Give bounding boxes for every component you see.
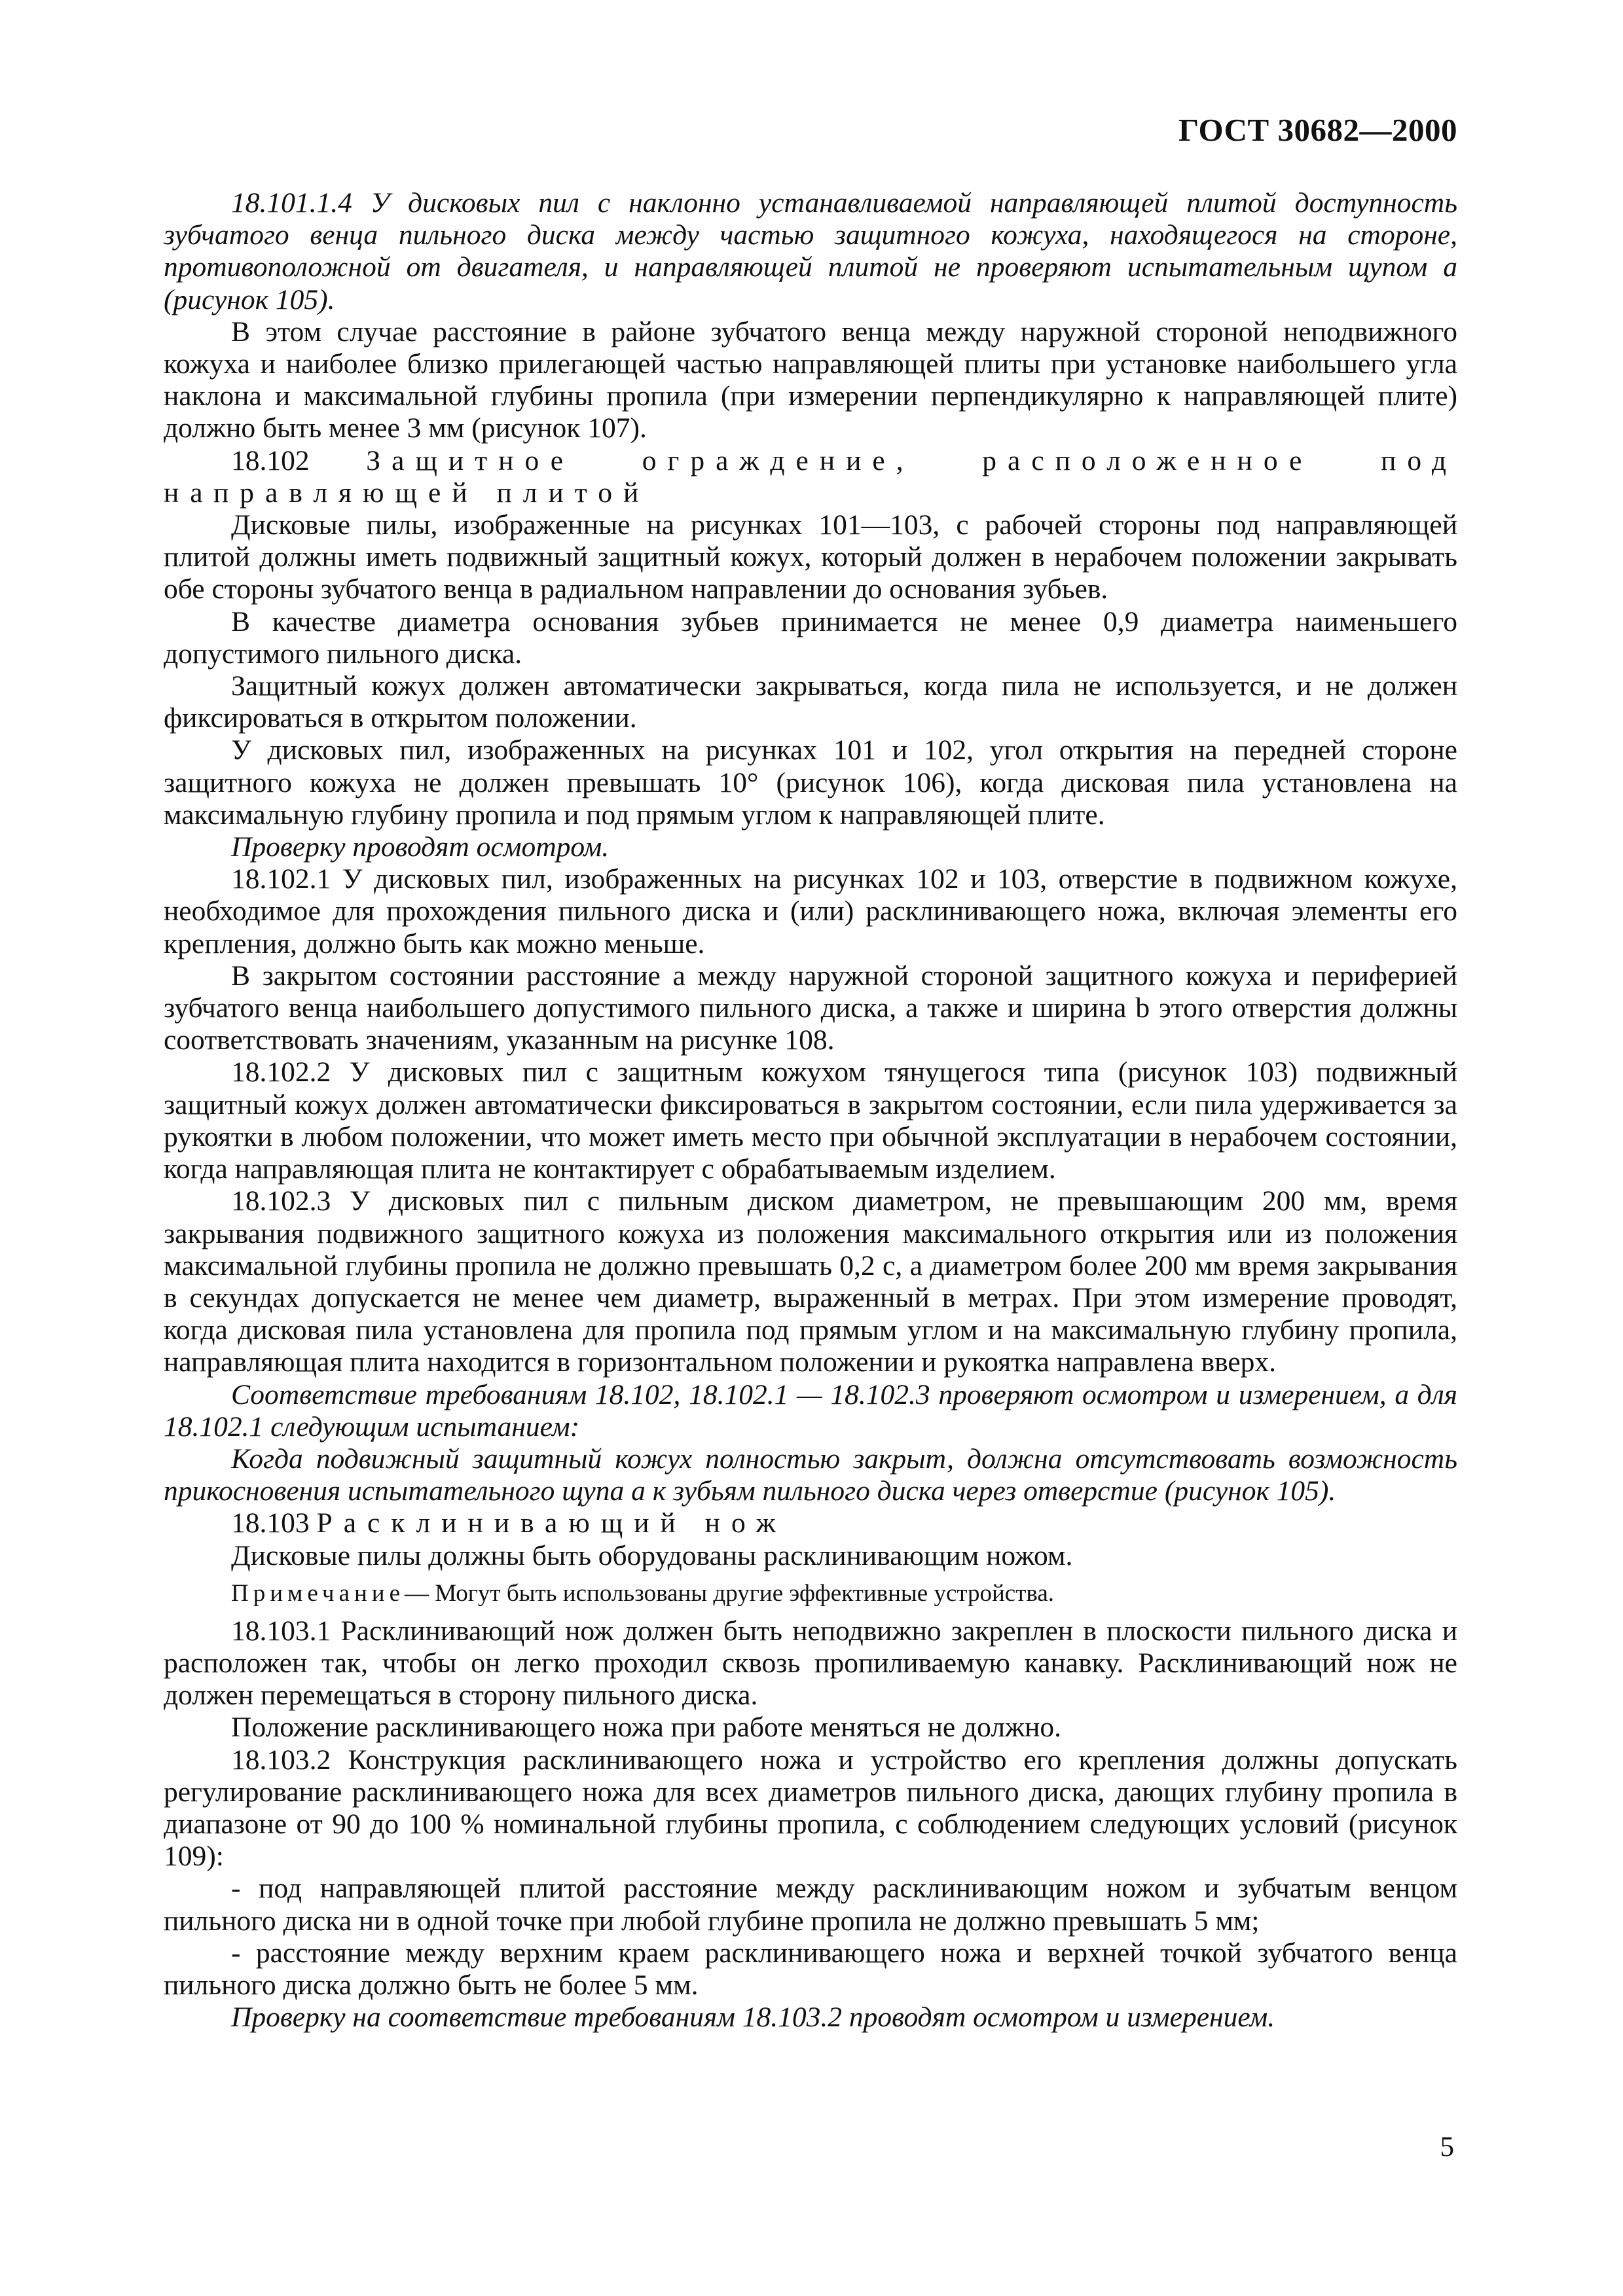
section-title: Защитное ограждение, расположенное под направляющей плитой [164, 444, 1457, 509]
paragraph-probe-test: Когда подвижный защитный кожух полностью закрыт, должна отсутствовать возможность прикосновения испытательного щупа а к зубьям пильного диска через отверстие (рисунок 105). [164, 1443, 1457, 1507]
list-item-distance-under-plate: - под направляющей плитой расстояние между расклинивающим ножом и зубчатым венцом пильного диска ни в одной точке при любой глубине пропила не должно превышать 5 мм; [164, 1873, 1457, 1937]
paragraph-guard-requirement: Дисковые пилы, изображенные на рисунках 101—103, с рабочей стороны под направляющей плитой должны иметь подвижный защитный кожух, который должен в нерабочем положении закрывать обе стороны зубчатого венца в радиальном направлении до основания зубьев. [164, 509, 1457, 605]
paragraph-18-103-1: 18.103.1 Расклинивающий нож должен быть неподвижно закреплен в плоскости пильного диска и расположен так, чтобы он легко проходил сквозь пропиливаемую канавку. Расклинивающий нож не должен перемещаться в сторону пильного диска. [164, 1615, 1457, 1712]
paragraph-18-102-2: 18.102.2 У дисковых пил с защитным кожухом тянущегося типа (рисунок 103) подвижный защитный кожух должен автоматически фиксироваться в закрытом состоянии, если пила удерживается за рукоятки в любом положении, что может иметь место при обычной эксплуатации в нерабочем состоянии, когда направляющая плита не контактирует с обрабатываемым изделием. [164, 1056, 1457, 1185]
paragraph-riving-knife-required: Дисковые пилы должны быть оборудованы расклинивающим ножом. [231, 1539, 1073, 1571]
paragraph-tooth-base-diameter: В качестве диаметра основания зубьев принимается не менее 0,9 диаметра наименьшего допустимого пильного диска. [164, 605, 1457, 670]
note-text: — Могут быть использованы другие эффективные устройства. [405, 1579, 1055, 1607]
paragraph-final-check: Проверку на соответствие требованиям 18.103.2 проводят осмотром и измерением. [231, 2001, 1275, 2034]
page-number: 5 [1440, 2132, 1454, 2162]
paragraph-18-101-1-4: 18.101.1.4 У дисковых пил с наклонно устанавливаемой направляющей плитой доступность зубчатого венца пильного диска между частью защитного кожуха, находящегося на стороне, противоположной от двигателя, и направляющей плитой не проверяют испытательным щупом а (рисунок 105). [164, 187, 1457, 315]
section-number: 18.103 [231, 1507, 310, 1539]
paragraph-inspection-note: Проверку проводят осмотром. [231, 831, 610, 863]
paragraph-compliance-check: Соответствие требованиям 18.102, 18.102.1 — 18.102.3 проверяют осмотром и измерением, а для 18.102.1 следующим испытанием: [164, 1378, 1457, 1443]
paragraph-knife-position: Положение расклинивающего ножа при работе меняться не должно. [231, 1712, 1062, 1744]
list-item-distance-top-edge: - расстояние между верхним краем расклинивающего ножа и верхней точкой зубчатого венца пильного диска должно быть не более 5 мм. [164, 1937, 1457, 2001]
section-heading-18-102 [164, 445, 1457, 509]
paragraph-18-102-3: 18.102.3 У дисковых пил с пильным диском диаметром, не превышающим 200 мм, время закрывания подвижного защитного кожуха из положения максимального открытия или из положения максимальной глубины пропила не должно превышать 0,2 с, а диаметром более 200 мм время закрывания в секундах допускается не менее чем диаметр, выраженный в метрах. При этом измерение проводят, когда дисковая пила установлена для пропила под прямым углом и на максимальную глубину пропила, направляющая плита находится в горизонтальном положении и рукоятка направлена вверх. [164, 1185, 1457, 1378]
section-number: 18.102 [231, 444, 310, 476]
paragraph-guard-auto-close: Защитный кожух должен автоматически закрываться, когда пила не используется, и не должен фиксироваться в открытом положении. [164, 670, 1457, 734]
note [164, 1579, 1457, 1609]
paragraph-opening-angle: У дисковых пил, изображенных на рисунках 101 и 102, угол открытия на передней стороне защитного кожуха не должен превышать 10° (рисунок 106), когда дисковая пила установлена на максимальную глубину пропила и под прямым углом к направляющей плите. [164, 734, 1457, 831]
paragraph-distance-requirement: В этом случае расстояние в районе зубчатого венца между наружной стороной неподвижного кожуха и наиболее близко прилегающей частью направляющей плиты при установке наибольшего угла наклона и максимальной глубины пропила (при измерении перпендикулярно к направляющей плите) должно быть менее 3 мм (рисунок 107). [164, 315, 1457, 444]
document-body [164, 187, 1457, 2034]
section-heading-18-103 [164, 1507, 1457, 1539]
document-code-header: ГОСТ 30682—2000 [1178, 112, 1457, 148]
note-label: Примечание [231, 1579, 405, 1607]
section-title: Расклинивающий нож [316, 1507, 787, 1539]
paragraph-18-102-1: 18.102.1 У дисковых пил, изображенных на рисунках 102 и 103, отверстие в подвижном кожухе, необходимое для прохождения пильного диска и (или) расклинивающего ножа, включая элементы его крепления, должно быть как можно меньше. [164, 863, 1457, 960]
paragraph-18-103-2: 18.103.2 Конструкция расклинивающего ножа и устройство его крепления должны допускать регулирование расклинивающего ножа для всех диаметров пильного диска, дающих глубину пропила в диапазоне от 90 до 100 % номинальной глубины пропила, с соблюдением следующих условий (рисунок 109): [164, 1744, 1457, 1873]
paragraph-closed-state-distance: В закрытом состоянии расстояние a между наружной стороной защитного кожуха и периферией зубчатого венца наибольшего допустимого пильного диска, а также и ширина b этого отверстия должны соответствовать значениям, указанным на рисунке 108. [164, 960, 1457, 1056]
